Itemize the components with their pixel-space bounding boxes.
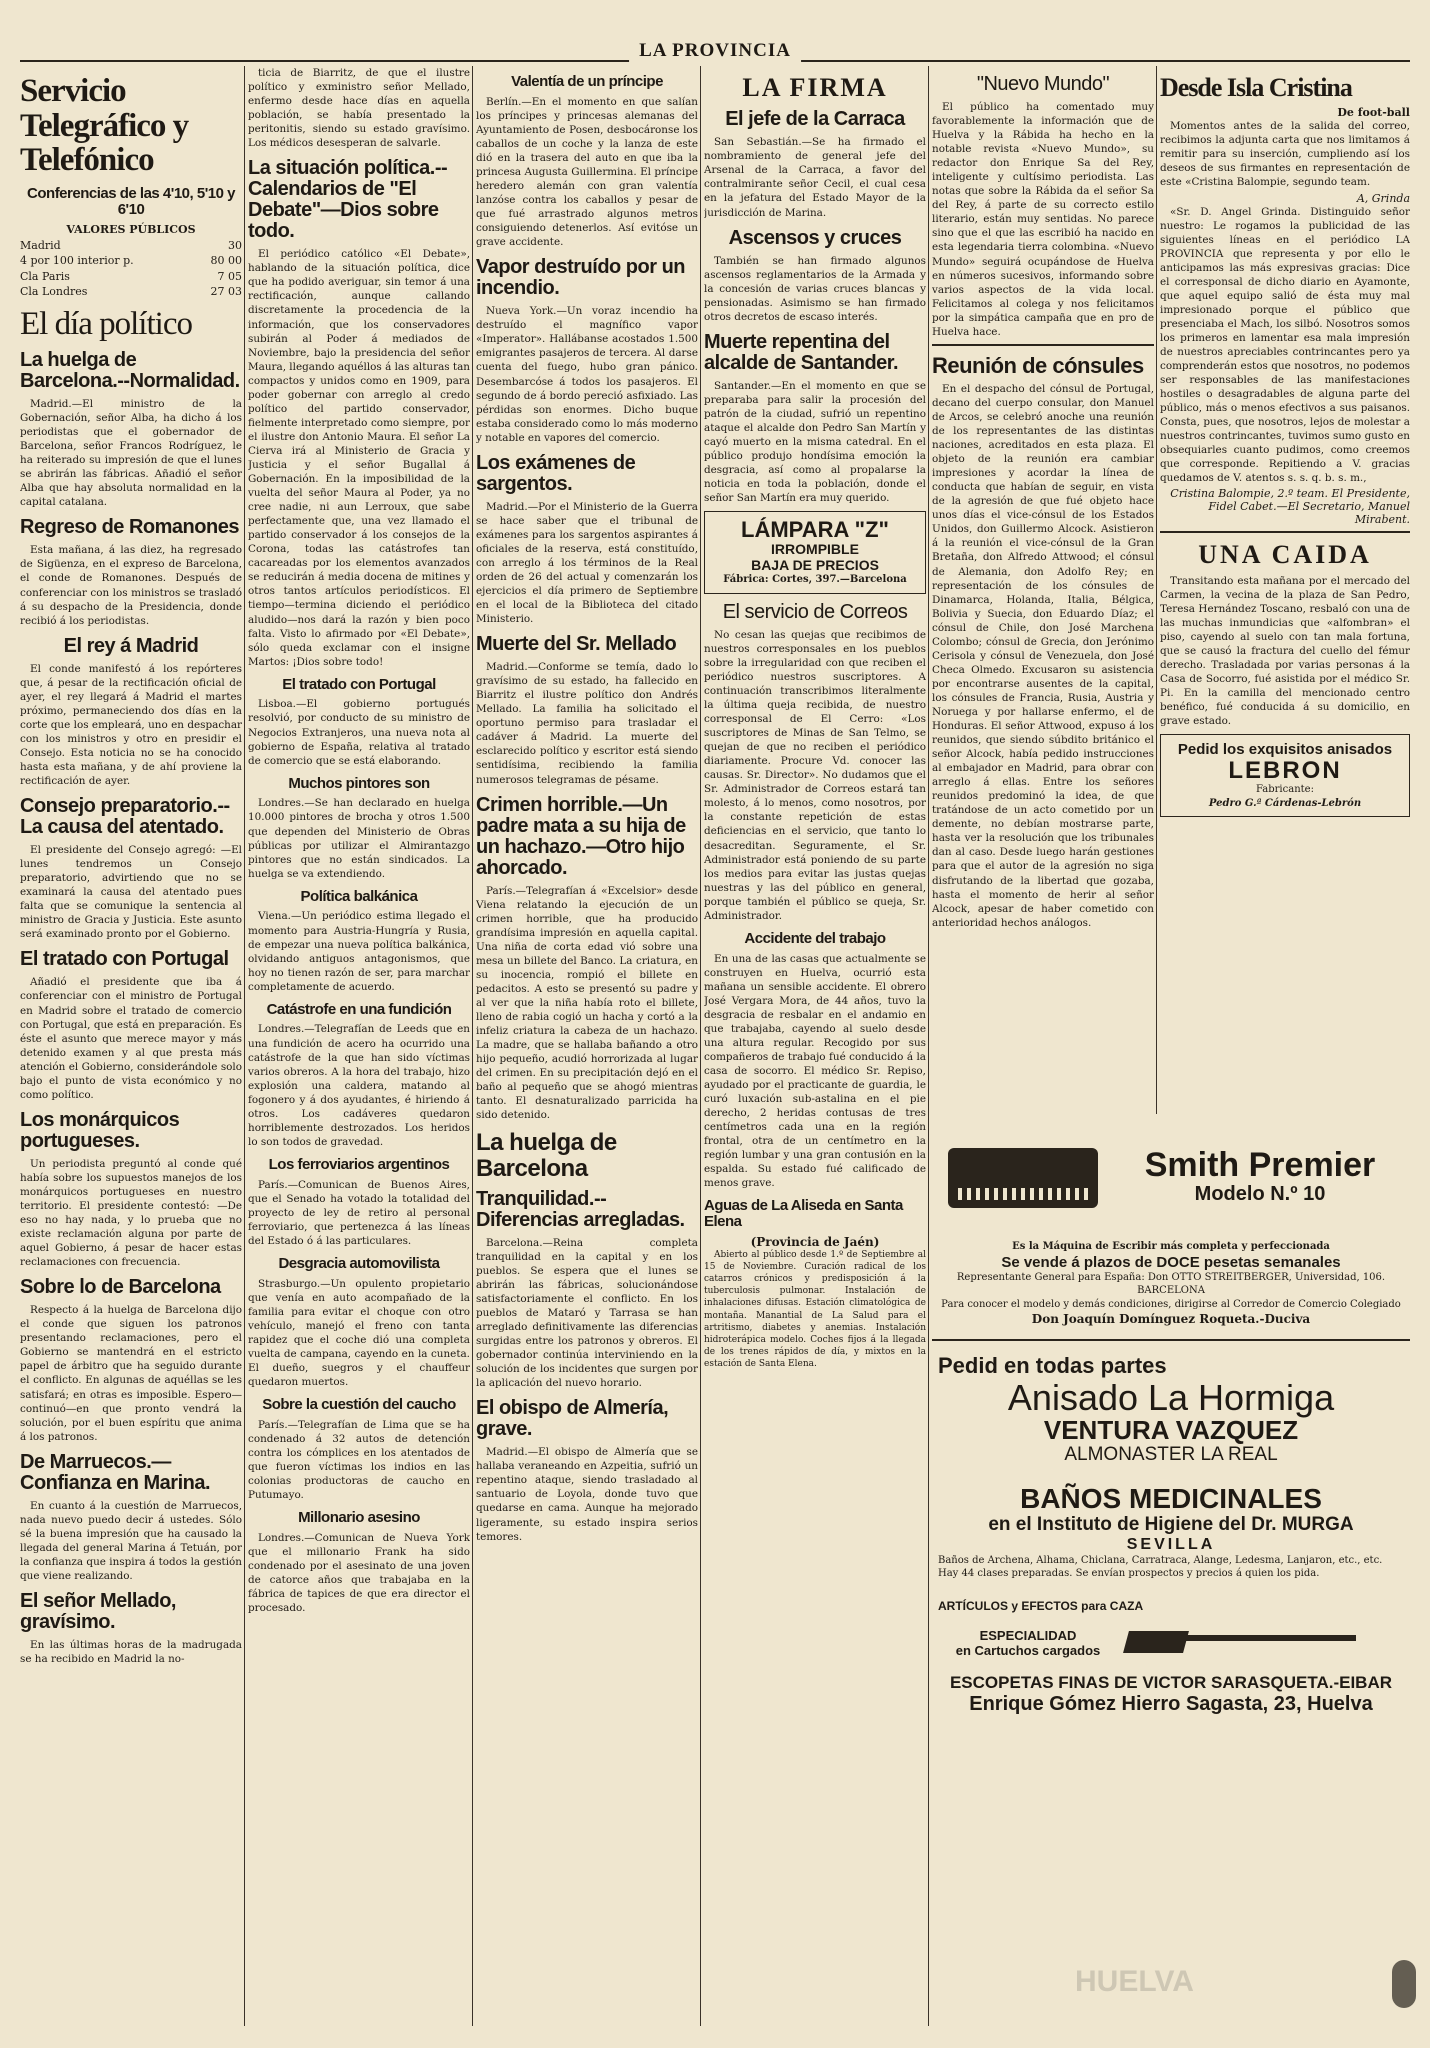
- article-text: Respecto á la huelga de Barcelona dijo el conde que siguen los patronos presentando reclamaciones, pero el Gobierno se mantendrá en el estricto papel de árbitro que ha seguido durante el conflicto. En algunas de aquéllas se les satisfará; en otras es imposible. Espero—continuó—en que pronto vendrá la solución, por el buen espíritu que anima á los patronos.: [20, 1304, 242, 1443]
- ads-block: [932, 1114, 1410, 2026]
- valores-row: Madrid 30: [20, 238, 242, 252]
- headline-pintores: Muchos pintores son: [288, 774, 430, 792]
- headline-examenes: Los exámenes de sargentos.: [476, 451, 636, 495]
- ad-smith-line: Don Joaquín Domínguez Roqueta.-Duciva: [1031, 1312, 1311, 1326]
- article-text: Londres.—Se han declarado en huelga 10.000 pintores de brocha y otros 1.500 que dependen del Ministerio de Obras públicas por utilizar el Almirantazgo pintores que no están sindicados. La huelga se va extendiendo.: [248, 797, 470, 880]
- ad-lebron-line: Pedro G.ª Cárdenas-Lebrón: [1208, 797, 1362, 809]
- valores-publicos-table: [20, 222, 242, 299]
- ad-hormiga-brand: Anisado La Hormiga: [1007, 1377, 1335, 1419]
- headline-huelga-barcelona: La huelga de Barcelona: [476, 1129, 617, 1182]
- article-text: Un periodista preguntó al conde qué había sobre los supuestos manejos de los monárquicos portugueses en nuestro territorio. El presidente contestó: —De eso no hay nada, y lo prueba que no existe reclamación alguna por parte de aquel Gobierno, á pesar de hacer estas reclamaciones con frecuencia.: [20, 1157, 242, 1269]
- headline-desgracia: Desgracia automovilista: [278, 1254, 440, 1272]
- headline-valentia: Valentía de un príncipe: [511, 73, 663, 90]
- headline-la-firma: LA FIRMA: [742, 73, 888, 102]
- watermark: HUELVA: [1075, 1965, 1194, 1998]
- ad-smith-line: Representante General para España: Don OTTO STREITBERGER, Universidad, 106. BARCELONA: [956, 1271, 1386, 1296]
- article-text: Santander.—En el momento en que se preparaba para salir la procesión del patrón de la ciudad, sufrió un repentino ataque el alcalde don Pedro San Martín y cayó muerto en la misma catedral. En el público produjo hondísima emoción la desgracia, así como al propalarse la noticia en toda la población, donde el señor San Martín era muy querido.: [704, 379, 926, 505]
- ad-smith-name: Smith Premier: [1144, 1145, 1376, 1184]
- headline-consejo: Consejo preparatorio.--La causa del atentado.: [20, 795, 230, 839]
- column-6: [1160, 66, 1410, 1106]
- headline-tratado: El tratado con Portugal: [20, 948, 229, 971]
- article-text: París.—Comunican de Buenos Aires, que el Senado ha votado la totalidad del proyecto de ley de retiro al personal ferroviario, que pertenezca á las líneas del Estado ó á las particulares.: [248, 1178, 470, 1247]
- headline-obispo: El obispo de Almería, grave.: [476, 1397, 669, 1441]
- ad-hormiga-line: Pedid en todas partes: [938, 1353, 1167, 1379]
- article-text: Añadió el presidente que iba á conferenciar con el ministro de Portugal en Madrid sobre el tratado de comercio con Portugal, que está en preparación. Es éste el asunto que merece mayor y más detenido examen y al que presta más atención el Gobierno, considerándole solo bajo el punto de vista económico y no como político.: [20, 976, 242, 1101]
- headline-aguas: Aguas de La Aliseda en Santa Elena: [704, 1197, 903, 1231]
- article-text: Strasburgo.—Un opulento propietario que venía en auto acompañado de la familia para evitar el choque con otro vehículo, manejó el freno con tanta rapidez que el coche dió una completa vuelta de campana, cayendo en la cuneta. El dueño, suegros y el chauffeur quedaron muertos.: [248, 1277, 470, 1388]
- ad-smith-line: Para conocer el modelo y demás condiciones, dirigirse al Corredor de Comercio Colegiado: [941, 1298, 1401, 1310]
- article-text: Nueva York.—Un voraz incendio ha destruído el magnífico vapor «Imperator». Hallábanse acostados 1.500 emigrantes pasajeros de tercera. Al darse cuenta del fuego, hubo gran pánico. Desembarcóse á todos los pasajeros. El segundo de á bordo pereció asfixiado. Las pérdidas son enormes. Dicho buque estaba considerado como lo más moderno y notable en vapores del comercio.: [476, 305, 698, 444]
- ad-smith-model: Modelo N.º 10: [1194, 1183, 1326, 1206]
- masthead: [20, 40, 1410, 62]
- article-text: Madrid.—Por el Ministerio de la Guerra se hace saber que el tribunal de exámenes para los sargentos aspirantes á oficiales de la reserva, está constituído, con arreglo á los términos de la Real orden de 26 del actual y comenzarán los ejercicios el día primero de Septiembre en el local de la Biblioteca del citado Ministerio.: [476, 500, 698, 626]
- ad-escopetas-line: ESCOPETAS FINAS DE VICTOR SARASQUETA.-EIBAR: [949, 1672, 1393, 1692]
- article-text: Madrid.—El ministro de la Gobernación, señor Alba, ha dicho á los periodistas que el gobernador de Barcelona, señor Francos Rodríguez, le ha reiterado su impresión de que el lunes se abrirán las fábricas. Añadió el señor Alba que hay absoluta normalidad en la capital catalana.: [20, 398, 242, 509]
- article-text: El conde manifestó á los repórteres que, á pesar de la rectificación oficial de ayer, el rey llegará á Madrid el martes próximo, permaneciendo dos días en la corte que los empleará, uno en despachar con los ministros y otro en presidir el Consejo. Esta noticia no se ha conocido hasta esta mañana, y de ahí proviene la rectificación de ayer.: [20, 662, 242, 788]
- ad-banos-line: en el Instituto de Higiene del Dr. MURGA: [988, 1513, 1354, 1535]
- headline-ferroviarios: Los ferroviarios argentinos: [268, 1155, 450, 1173]
- article-text: Londres.—Telegrafían de Leeds que en una fundición de acero ha ocurrido una catástrofe de la que han sido víctimas varios obreros. A la hora del trabajo, hizo explosión una caldera, matando al fogonero y á dos ayudantes, é hiriendo á otros. Los cadáveres quedaron horriblemente destrozados. Los heridos lo son todos de gravedad.: [248, 1023, 470, 1148]
- valores-title: VALORES PÚBLICOS: [66, 223, 196, 237]
- headline-una-caida: UNA CAIDA: [1198, 540, 1372, 570]
- article-text: Momentos antes de la salida del correo, recibimos la adjunta carta que nos limitamos á remitir para su inserción, cumpliendo así los deseos de sus firmantes en representación de este «Cristina Balompie, segundo team.: [1160, 120, 1410, 189]
- article-text: San Sebastián.—Se ha firmado el nombramiento de general jefe del Arsenal de la Carraca, a favor del contralmirante señor Cecil, el cual cesa en la jefatura del Estado Mayor de la jurisdicción de Marina.: [704, 136, 926, 219]
- ad-escopetas-line: Enrique Gómez Hierro Sagasta, 23, Huelva: [969, 1692, 1373, 1715]
- article-text: ticia de Biarritz, de que el ilustre político y exministro señor Mellado, enfermo desde hace días en aquella población, se había presentado la peritonitis, siendo su estado gravísimo. Los médicos desesperan de salvarle.: [248, 67, 470, 150]
- masthead-title: LA PROVINCIA: [629, 40, 801, 62]
- headline-huelga: La huelga de Barcelona.--Normalidad.: [20, 349, 240, 393]
- headline-situacion: La situación política.--Calendarios de "El Debate"—Dios sobre todo.: [248, 157, 448, 243]
- article-text: En una de las casas que actualmente se construyen en Huelva, ocurrió esta mañana un sensible accidente. El obrero José Vergara Mora, de 44 años, tuvo la desgracia de resbalar en el andamio en que trabajaba, cayendo al suelo desde una altura regular. Recogido por sus compañeros de trabajo fué conducido á la casa de socorro. El médico Sr. Repiso, ayudado por el practicante de guardia, le curó luxación sub-astalina en el pie derecho, 2 heridas contusas de tres centímetros cada una en la región frontal, otra de un centímetro en la región lumbar y una gran contusión en la espalda. Su estado fué calificado de menos grave.: [704, 952, 926, 1190]
- signature: A, Grinda: [1356, 191, 1410, 205]
- article-text: También se han firmado algunos ascensos reglamentarios de la Armada y la concesión de varias cruces blancas y pensionadas. Asimismo se han firmado otros decretos de escaso interés.: [704, 254, 926, 323]
- headline-politica: Política balkánica: [300, 887, 418, 905]
- headline-caucho: Sobre la cuestión del caucho: [262, 1396, 456, 1414]
- ad-lebron: [1160, 734, 1410, 817]
- column-rule: [928, 66, 929, 2026]
- article-text: En cuanto á la cuestión de Marruecos, nada nuevo puedo decir á ustedes. Sólo sé la buena impresión que ha causado la llegada del general Marina á Tetuán, por la confianza que inspira á todos la gestión que viene realizando.: [20, 1499, 242, 1582]
- ad-lampara-line: BAJA DE PRECIOS: [751, 557, 879, 574]
- column-2: [248, 66, 470, 2026]
- headline-conferencias: Conferencias de las 4'10, 5'10 y 6'10: [27, 184, 235, 218]
- headline-sobre-barcelona: Sobre lo de Barcelona: [20, 1276, 221, 1299]
- ad-smith-premier: [932, 1120, 1410, 1234]
- ad-smith-details: [932, 1240, 1410, 1333]
- headline-isla-cristina: Desde Isla Cristina: [1160, 73, 1352, 102]
- ad-lebron-line: Fabricante:: [1256, 784, 1314, 796]
- valores-row: Cla Paris 7 05: [20, 269, 242, 283]
- ad-smith-line: Es la Máquina de Escribir más completa y perfeccionada: [1012, 1241, 1330, 1252]
- headline-ascensos: Ascensos y cruces: [728, 226, 902, 249]
- headline-servicio: Servicio Telegráfico y Telefónico: [20, 73, 189, 179]
- article-text: París.—Telegrafían á «Excelsior» desde Viena relatando la ejecución de un crimen horrible, que ha producido grandísima impresión en aquella capital. Una niña de corta edad vió sobre una mesa un billete del Banco. La criatura, en su inocencia, rompió el billete en pedacitos. A esto se presentó su padre y al ver que la niña había roto el billete, lleno de rabia cogió un hacha y cortó a la infeliz criatura la cabeza de un hachazo. La madre, que se hallaba bañando a otro hijo pequeño, acudió horrorizada al lugar del crimen. En su precipitación dejó en el baño al pequeño que se ahogó mientras tanto. El desnaturalizado parricida ha sido detenido.: [476, 884, 698, 1122]
- headline-crimen: Crimen horrible.—Un padre mata a su hija de un hachazo.—Otro hijo ahorcado.: [476, 793, 686, 879]
- ad-banos-line: Baños de Archena, Alhama, Chiclana, Carratraca, Alange, Ledesma, Lanjaron, etc., etc. Hay 44 clases preparadas. Se envían prospectos y precios á quien los pida.: [938, 1554, 1383, 1580]
- article-text: Esta mañana, á las diez, ha regresado de Sigüenza, en el expreso de Barcelona, el conde de Romanones. Después de conferenciar con los ministros se trasladó á su despacho de la Presidencia, donde recibió á los periodistas.: [20, 544, 242, 627]
- column-rule: [244, 66, 245, 2026]
- headline-accidente: Accidente del trabajo: [744, 929, 886, 947]
- article-text: París.—Telegrafían de Lima que se ha condenado á 32 autos de detención contra los cómplices en los atentados de que fueron víctimas los indios en las colonias productoras de caucho en Putumayo.: [248, 1418, 470, 1501]
- column-4: [704, 66, 926, 2026]
- ad-lampara-address: Fábrica: Cortes, 397.—Barcelona: [723, 574, 907, 586]
- article-text: No cesan las quejas que recibimos de nuestros corresponsales en los pueblos sobre la irregularidad con que reciben el periódico nuestros suscriptores. A continuación transcribimos literalmente la última queja recibida, de nuestro corresponsal de El Cerro: «Los suscriptores de Minas de San Telmo, se quejan de que no reciben el periódico diariamente. Procure Vd. conocer las causas. Sr. Director». No dudamos que el Sr. Administrador de Correos estará tan molesto, á lo menos, como nosotros, por la constante repetición de estas deficiencias en el servicio, que tanto lo desacreditan. Seguramente, el Sr. Administrador está poniendo de su parte los medios para evitar las justas quejas nuestras y las del público en general, porque también el público se queja, Sr. Administrador.: [704, 628, 926, 922]
- column-1: [20, 66, 242, 2026]
- divider: [932, 344, 1154, 346]
- ad-lebron-line: Pedid los exquisitos anisados: [1177, 741, 1393, 759]
- column-3: [476, 66, 698, 2026]
- headline-rey: El rey á Madrid: [63, 634, 199, 657]
- ad-lampara-line: IRROMPIBLE: [771, 541, 859, 558]
- headline-tratado-portugal: El tratado con Portugal: [282, 675, 436, 693]
- divider: [1160, 531, 1410, 533]
- article-text: Londres.—Comunican de Nueva York que el millonario Frank ha sido condenado por el asesinato de una joven de catorce años que trabajaba en la fábrica de tapices de que era director el procesado.: [248, 1531, 470, 1615]
- ad-escopetas: [932, 1593, 1410, 1722]
- article-text: El público ha comentado muy favorablemente la información que de Huelva y la Rábida ha hecho en la notable revista «Nuevo Mundo», su redactor don Enrique Sa del Rey, inteligente y cultísimo periodista. Las notas que sobre la Rábida da el señor Sa del Rey, á parte de su correcto estilo literario, están muy sentidas. No parece sino que el que las escribió ha nacido en esta legendaria tierra colombina. «Nuevo Mundo» seguirá ocupándose de Huelva en números sucesivos, informando sobre varios aspectos de la vida local. Felicitamos al colega y nos felicitamos por la simpática campaña que en pro de Huelva hace.: [932, 101, 1154, 338]
- headline-regreso: Regreso de Romanones: [20, 516, 239, 539]
- article-text: Madrid.—El obispo de Almería que se hallaba veraneando en Azpeitia, sufrió un repentino ataque, siendo trasladado al santuario de Loyola, donde tuvo que quedarse en cama. Aunque ha mejorado ligeramente, su estado inspira serios temores.: [476, 1446, 698, 1543]
- ink-stain: [1392, 1960, 1416, 2008]
- ad-lebron-brand: LEBRON: [1228, 757, 1342, 785]
- headline-reunion: Reunión de cónsules: [932, 352, 1144, 378]
- article-text: En el despacho del cónsul de Portugal, decano del cuerpo consular, don Manuel de Arcos, se celebró anoche una reunión de los representantes de las distintas naciones, acreditados en esta plaza. El objeto de la reunión era cambiar impresiones y acordar la línea de conducta que habían de seguir, en vista de la agresión de que fué objeto hace unos días el vice-cónsul de los Estados Unidos, don Guillermo Alcock. Asistieron á la reunión el vice-cónsul de la Gran Bretaña, don Alfredo Attwood; el cónsul de Alemania, don Adolfo Rey; en representación de los cónsules de Dinamarca, Holanda, Italia, Bélgica, Bolivia y Suecia, don Eduardo Díaz; el cónsul de Chile, don José Marchena Colombo; cónsul de Grecia, don Jerónimo Cerisola y cónsul de Venezuela, don José Checa Olmedo. Excusaron su asistencia por encontrarse ausentes de la capital, los cónsules de Francia, Rusia, Austria y Noruega y por hallarse enfermo, el de Honduras. El señor Attwood, expuso á los reunidos, que siendo súbdito británico el señor Alcock, había pedido instrucciones al embajador en Madrid, para obrar con arreglo á ellas. Entre los señores reunidos predominó la idea, de que tratándose de un acto cometido por un demente, no debían mostrarse parte, hasta ver la resolución que los tribunales dan al caso. Desde luego harán gestiones para que el autor de la agresión no siga disfrutando de la libertad que gozaba, hasta el momento de herir al señor Alcock, apesar de haber cometido con anterioridad hechos análogos.: [932, 382, 1154, 929]
- valores-row: 4 por 100 interior p. 80 00: [20, 254, 242, 268]
- ad-hormiga-line: VENTURA VAZQUEZ: [1043, 1414, 1299, 1445]
- divider: [932, 1339, 1410, 1341]
- headline-muerte-mellado: Muerte del Sr. Mellado: [476, 633, 677, 656]
- article-text: Barcelona.—Reina completa tranquilidad en la capital y en los pueblos. Se espera que el lunes se abrirán las fábricas, solucionándose satisfactoriamente el conflicto. En los pueblos de Mataró y Tarrasa se han arreglado definitivamente las diferencias surgidas entre los patronos y obreros. El gobernador continúa interviniendo en la solución de los incidentes que surgen por la aplicación del nuevo horario.: [476, 1236, 698, 1390]
- article-text: Madrid.—Conforme se temía, dado lo gravísimo de su estado, ha fallecido en Biarritz el ilustre político don Andrés Mellado. La familia ha solicitado el oportuno permiso para trasladar el cadáver á Madrid. La muerte del esclarecido político y escritor está siendo sentidísima, recibiendo la familia numerosos telegramas de pésame.: [476, 661, 698, 786]
- headline-catastrofe: Catástrofe en una fundición: [266, 1000, 452, 1018]
- column-5: [932, 66, 1154, 1106]
- valores-row: Cla Londres 27 03: [20, 284, 242, 298]
- headline-monarquicos: Los monárquicos portugueses.: [20, 1108, 180, 1152]
- article-text: «Sr. D. Angel Grinda. Distinguido señor nuestro: Le rogamos la publicidad de las siguientes líneas en el periódico LA PROVINCIA que representa y por ello le anticipamos las más expresivas gracias: Dice el corresponsal de dicho diario en Ayamonte, que aquel equipo salió de ésta muy mal impresionado porque el público que presenciaba el Mach, los silbó. Nosotros somos los primeros en lamentar esa mala impresión de nuestros apreciables contrincantes pero ya comprenderán estos que nosotros, no podemos ser responsables de las manifestaciones hostiles o desagradables de alguna parte del público, más o menos efectivos a sus paisanos. Consta, pues, que nosotros, lejos de molestar a nuestros contrincantes, tuvimos sumo gusto en obsequiarles cuanto pudimos, como creemos que corresponde. Repitiendo a V. gracias quedamos de V. atentos s. s. q. b. s. m.,: [1160, 205, 1410, 485]
- signature: Cristina Balompie, 2.º team. El Presidente, Fidel Cabet.—El Secretario, Manuel Mirabent.: [1170, 487, 1410, 527]
- ad-banos-line: SEVILLA: [1126, 1535, 1216, 1553]
- article-text: Viena.—Un periódico estima llegado el momento para Austria-Hungría y Rusia, de empezar una nueva política balkánica, olvidando antiguos antagonismos, que hoy no tienen razón de ser, para marchar completamente de acuerdo.: [248, 910, 470, 993]
- headline-jefe-carraca: El jefe de la Carraca: [725, 108, 905, 131]
- headline-marruecos: De Marruecos.—Confianza en Marina.: [20, 1450, 211, 1494]
- article-text: Abierto al público desde 1.º de Septiembre al 15 de Noviembre. Curación radical de los catarros crónicos y predisposición á la tuberculosis pulmonar. Instalación de inhalaciones difusas. Estación climatológica de montaña. Manantial de La Salud para el artritismo, diabetes y anemias. Instalación hidroterápica modelo. Coches fijos á la llegada de los trenes rápidos de día, y mixtos en la estación de Santa Elena.: [704, 1249, 926, 1370]
- ad-hormiga-line: ALMONASTER LA REAL: [1064, 1444, 1278, 1466]
- ad-smith-line: Se vende á plazos de DOCE pesetas semanales: [1001, 1253, 1341, 1271]
- headline-correos: El servicio de Correos: [722, 600, 908, 623]
- isla-subtitle: De foot-ball: [1337, 106, 1410, 120]
- ad-banos: [932, 1478, 1410, 1586]
- headline-millonario: Millonario asesino: [298, 1509, 420, 1527]
- article-text: Berlín.—En el momento en que salían los príncipes y princesas alemanas del Ayuntamiento de Posen, desbocáronse los caballos de un coche y la lanza de este dió en la trasera del auto en que iba la princesa Augusta Guillermina. El príncipe heredero alemán con gran valentía lanzóse contra los caballos y pesar de que fué arrastrado algunos metros consiguiendo detenerlos. Así evitóse un grave accidente.: [476, 95, 698, 249]
- ad-escopetas-line: ESPECIALIDAD: [979, 1627, 1077, 1643]
- headline-mellado: El señor Mellado, gravísimo.: [20, 1589, 176, 1633]
- article-text: Transitando esta mañana por el mercado del Carmen, la vecina de la plaza de San Pedro, Teresa Hernández Toscano, resbaló con una de las muchas inmundicias que «alfombran» el piso, cayendo al suelo con tan mala fortuna, que se causó la fractura del cuello del fémur derecho. Trasladada por varias personas á la Casa de Socorro, fué asistida por el médico Sr. Pi. En la camilla del mencionado centro benéfico, fué conducida á su domicilio, en grave estado.: [1160, 574, 1410, 728]
- ad-banos-title: BAÑOS MEDICINALES: [1020, 1483, 1322, 1515]
- article-text: El presidente del Consejo agregó: —El lunes tendremos un Consejo preparatorio, advirtiendo que no se examinará la causa del atentado pues falta que se comunique la sentencia al ministro de Gracia y Justicia. Este asunto será examinado pronto por el Gobierno.: [20, 844, 242, 941]
- ad-lampara: [704, 511, 926, 594]
- headline-nuevo-mundo: "Nuevo Mundo": [976, 73, 1110, 95]
- article-text: El periódico católico «El Debate», hablando de la situación política, dice que ha podido averiguar, sin temor á una rectificación, aunque callando discretamente la procedencia de la información, que los conservadores subirán al Poder á mediados de Noviembre, bajo la presidencia del señor Maura, llegando aquéllos á las alturas tan compactos y unidos como en 1909, para poder gobernar con arreglo al credo político del partido conservador, fielmente interpretado como siempre, por el ilustre don Antonio Maura. El señor La Cierva irá al Ministerio de Gracia y Justicia y el señor Bugallal á Gobernación. En la imposibilidad de la vuelta del señor Maura al Poder, ya no cree nadie, ni aun Lerroux, que sabe perfectamente que, una vez llamado el partido conservador á los consejos de la Corona, todas las catástrofes tan cacareadas por los elementos avanzados se reducirán á media docena de mitines y otros tantos artículos periodísticos. El tiempo—termina diciendo el periódico aludido—nos dará la razón y bien poco falta. Visto lo afirmado por «El Debate», sólo queda exclamar con el insigne Martos: ¡Dios sobre todo!: [248, 248, 470, 668]
- shotgun-icon: [1126, 1619, 1404, 1667]
- article-text: En las últimas horas de la madrugada se ha recibido en Madrid la no-: [20, 1638, 242, 1666]
- headline-tranquilidad: Tranquilidad.--Diferencias arregladas.: [476, 1187, 685, 1231]
- column-rule: [472, 66, 473, 2026]
- ad-hormiga: [932, 1347, 1410, 1472]
- column-rule: [700, 66, 701, 2026]
- ad-lampara-name: LÁMPARA "Z": [741, 517, 889, 543]
- headline-vapor: Vapor destruído por un incendio.: [476, 256, 686, 300]
- typewriter-icon: [938, 1132, 1108, 1222]
- article-text: Lisboa.—El gobierno portugués resolvió, por conducto de su ministro de Negocios Extranjeros, una nueva nota al gobierno de España, relativa al tratado de comercio que se está elaborando.: [248, 698, 470, 767]
- headline-muerte-alcalde: Muerte repentina del alcalde de Santander.: [704, 330, 899, 374]
- headline-dia-politico: El día político: [20, 306, 192, 343]
- ad-escopetas-line: en Cartuchos cargados: [955, 1642, 1101, 1658]
- aguas-subtitle: (Provincia de Jaén): [750, 1234, 880, 1249]
- ad-escopetas-line: ARTÍCULOS y EFECTOS para CAZA: [938, 1598, 1144, 1613]
